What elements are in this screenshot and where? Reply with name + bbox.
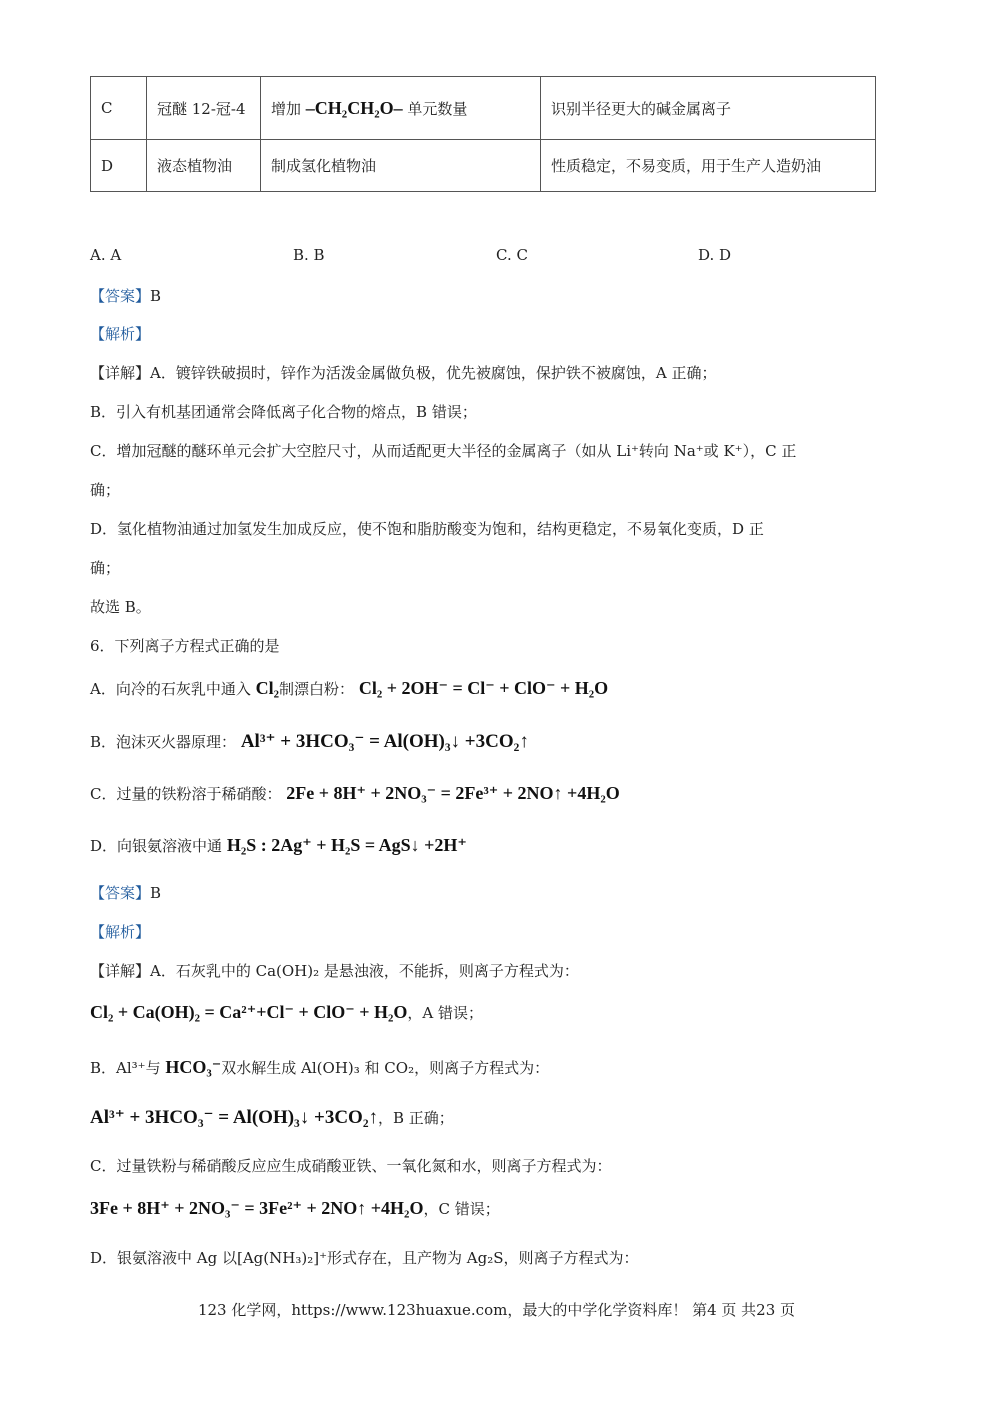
page-footer: 123 化学网，https://www.123huaxue.com，最大的中学化学资料库！ 第4 页 共23 页 (197, 1301, 796, 1319)
ionic-equation: Al³⁺ + 3HCO₃⁻ = Al(OH)₃↓ +3CO₂↑ (90, 1107, 379, 1128)
answer-line (90, 285, 161, 306)
option-d (90, 835, 467, 856)
table-cell: 识别半径更大的碱金属离子 (541, 77, 876, 140)
answer-line (90, 882, 161, 903)
ionic-equation: Cl₂ + Ca(OH)₂ = Ca²⁺+Cl⁻ + ClO⁻ + H₂O (90, 1002, 408, 1022)
analysis-tag: 【解析】 (90, 923, 151, 941)
choice-b: B. B (293, 246, 325, 264)
detail-line: D．氢化植物油通过加氢发生加成反应，使不饱和脂肪酸变为饱和，结构更稳定，不易氧化变质，D 正 (90, 520, 764, 538)
detail-line: B．引入有机基团通常会降低离子化合物的熔点，B 错误； (90, 403, 477, 421)
option-a (90, 678, 608, 699)
detail-text: A．镀锌铁破损时，锌作为活泼金属做负极，优先被腐蚀，保护铁不被腐蚀，A 正确； (150, 364, 717, 382)
cell-text: 增加 (271, 99, 302, 118)
ionic-equation: 2Fe + 8H⁺ + 2NO₃⁻ = 2Fe³⁺ + 2NO↑ +4H₂O (286, 783, 620, 803)
detail-line (90, 362, 716, 383)
equation-verdict: ，C 错误； (423, 1200, 500, 1218)
equation-line (90, 1198, 500, 1219)
table-cell: 制成氢化植物油 (261, 140, 541, 192)
detail-line: D．银氨溶液中 Ag 以[Ag(NH₃)₂]⁺形式存在，且产物为 Ag₂S，则离子方程式为： (90, 1249, 639, 1267)
detail-text: 双水解生成 Al(OH)₃ 和 CO₂，则离子方程式为： (221, 1059, 550, 1077)
option-c (90, 783, 620, 804)
ionic-equation: Al³⁺ + 3HCO₃⁻ = Al(OH)₃↓ +3CO₂↑ (240, 731, 529, 752)
options-table (90, 76, 876, 192)
choice-c: C. C (496, 246, 528, 264)
table-row (91, 77, 876, 140)
detail-tag: 【详解】 (90, 364, 151, 382)
table-cell: 液态植物油 (147, 140, 261, 192)
answer-tag: 【答案】 (90, 884, 151, 902)
detail-line (90, 960, 579, 981)
detail-line (90, 1057, 549, 1078)
option-text: A．向冷的石灰乳中通入 (90, 680, 251, 698)
option-text: 制漂白粉： (279, 680, 355, 698)
detail-line: 确； (90, 559, 121, 577)
detail-text: B．Al³⁺与 (90, 1059, 161, 1077)
detail-line: C．过量铁粉与稀硝酸反应应生成硝酸亚铁、一氧化氮和水，则离子方程式为： (90, 1157, 612, 1175)
detail-text: A．石灰乳中的 Ca(OH)₂ 是悬浊液，不能拆，则离子方程式为： (150, 962, 579, 980)
equation-line (90, 1002, 483, 1023)
choice-a: A. A (90, 246, 122, 264)
table-row (91, 140, 876, 192)
cell-text: 单元数量 (407, 99, 468, 118)
equation-verdict: ，B 正确； (378, 1109, 454, 1127)
equation-line (90, 1106, 454, 1129)
table-cell: D (91, 140, 147, 192)
option-text: C．过量的铁粉溶于稀硝酸： (90, 785, 282, 803)
conclusion-line: 故选 B。 (90, 598, 151, 616)
answer-value: B (150, 287, 162, 305)
detail-line: C．增加冠醚的醚环单元会扩大空腔尺寸，从而适配更大半径的金属离子（如从 Li⁺转向 Na⁺或 K⁺），C 正 (90, 442, 797, 460)
ionic-equation: H₂S : 2Ag⁺ + H₂S = AgS↓ +2H⁺ (226, 835, 467, 855)
option-text: D．向银氨溶液中通 (90, 837, 223, 855)
ionic-equation: 3Fe + 8H⁺ + 2NO₃⁻ = 3Fe²⁺ + 2NO↑ +4H₂O (90, 1198, 424, 1218)
equation-verdict: ，A 错误； (407, 1004, 483, 1022)
table-cell: 冠醚 12-冠-4 (147, 77, 261, 140)
choice-d: D. D (698, 246, 732, 264)
reagent-formula: Cl₂ (255, 678, 280, 698)
answer-tag: 【答案】 (90, 287, 151, 305)
option-b (90, 730, 529, 753)
question-stem: 6．下列离子方程式正确的是 (90, 637, 280, 655)
chemical-group: –CH₂CH₂O– (305, 97, 403, 118)
answer-value: B (150, 884, 162, 902)
table-cell: C (91, 77, 147, 140)
analysis-tag: 【解析】 (90, 325, 151, 343)
table-cell: 性质稳定，不易变质，用于生产人造奶油 (541, 140, 876, 192)
detail-line: 确； (90, 481, 121, 499)
ionic-equation: Cl₂ + 2OH⁻ = Cl⁻ + ClO⁻ + H₂O (358, 678, 609, 698)
table-cell (261, 77, 541, 140)
option-text: B．泡沫灭火器原理： (90, 733, 237, 751)
ion-formula: HCO₃⁻ (165, 1057, 222, 1077)
detail-tag: 【详解】 (90, 962, 151, 980)
